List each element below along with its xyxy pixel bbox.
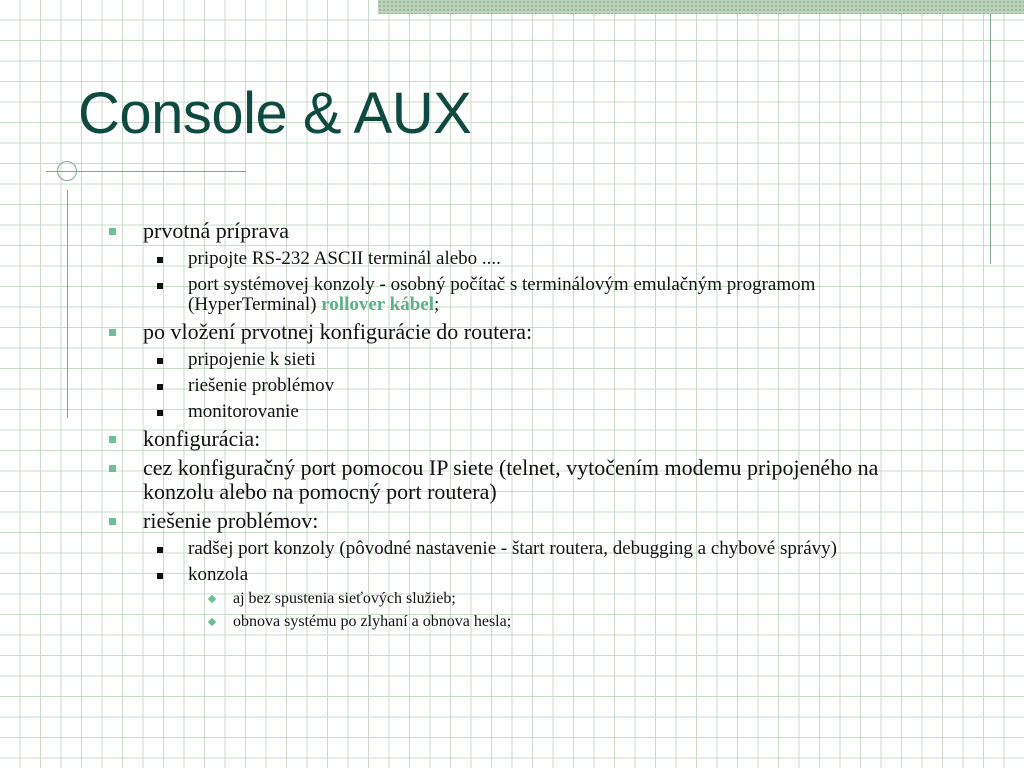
bullet-text: aj bez spustenia sieťových služieb; (233, 590, 456, 607)
square-bullet-icon (109, 465, 116, 472)
bullet-item-l1 (108, 509, 928, 533)
highlighted-term: rollover kábel (321, 294, 434, 315)
bullet-list (108, 214, 928, 631)
bullet-item-l3 (108, 590, 928, 608)
bullet-text: radšej port konzoly (pôvodné nastavenie - štart routera, debugging a chybové správy) (188, 538, 837, 559)
bullet-text: cez konfiguračný port pomocou IP siete (telnet, vytočením modemu pripojeného na konzolu alebo na pomocný port routera) (143, 455, 879, 504)
square-bullet-icon (157, 257, 163, 263)
bullet-item-l1 (108, 320, 928, 344)
bullet-text: monitorovanie (188, 401, 299, 422)
square-bullet-icon (157, 547, 163, 553)
square-bullet-icon (157, 384, 163, 390)
bullet-item-l2 (108, 249, 928, 269)
bullet-item-l1 (108, 427, 928, 451)
square-bullet-icon (109, 436, 116, 443)
decorative-top-band (378, 0, 1024, 14)
crosshair-circle-icon (57, 161, 77, 181)
bullet-item-l1 (108, 456, 928, 504)
bullet-text: konfigurácia: (143, 426, 261, 451)
bullet-item-l2 (108, 539, 928, 559)
bullet-item-l2 (108, 350, 928, 370)
bullet-item-l3 (108, 613, 928, 631)
bullet-item-l2 (108, 402, 928, 422)
bullet-item-l2 (108, 376, 928, 396)
bullet-text: pripojte RS-232 ASCII terminál alebo .... (188, 248, 501, 269)
square-bullet-icon (157, 283, 163, 289)
diamond-bullet-icon (208, 618, 216, 626)
bullet-suffix: ; (433, 294, 440, 315)
bullet-text: obnova systému po zlyhaní a obnova hesla; (233, 613, 512, 630)
bullet-text: konzola (188, 564, 249, 585)
square-bullet-icon (157, 573, 163, 579)
square-bullet-icon (157, 410, 163, 416)
diamond-bullet-icon (208, 595, 216, 603)
bullet-item-l2 (108, 275, 928, 315)
square-bullet-icon (109, 228, 116, 235)
square-bullet-icon (109, 329, 116, 336)
bullet-item-l2 (108, 565, 928, 585)
square-bullet-icon (109, 518, 116, 525)
decorative-left-line (67, 190, 68, 418)
bullet-text: riešenie problémov (188, 375, 335, 396)
bullet-item-l1 (108, 219, 928, 243)
bullet-text: prvotná príprava (143, 218, 289, 243)
decorative-right-line (990, 14, 991, 264)
square-bullet-icon (157, 358, 163, 364)
bullet-text: riešenie problémov: (143, 508, 319, 533)
slide-title: Console & AUX (78, 81, 472, 146)
bullet-text: pripojenie k sieti (188, 349, 316, 370)
bullet-text: port systémovej konzoly - osobný počítač s terminálovým emulačným programom (HyperTerminal) (188, 274, 816, 315)
bullet-text: po vložení prvotnej konfigurácie do routera: (143, 319, 533, 344)
